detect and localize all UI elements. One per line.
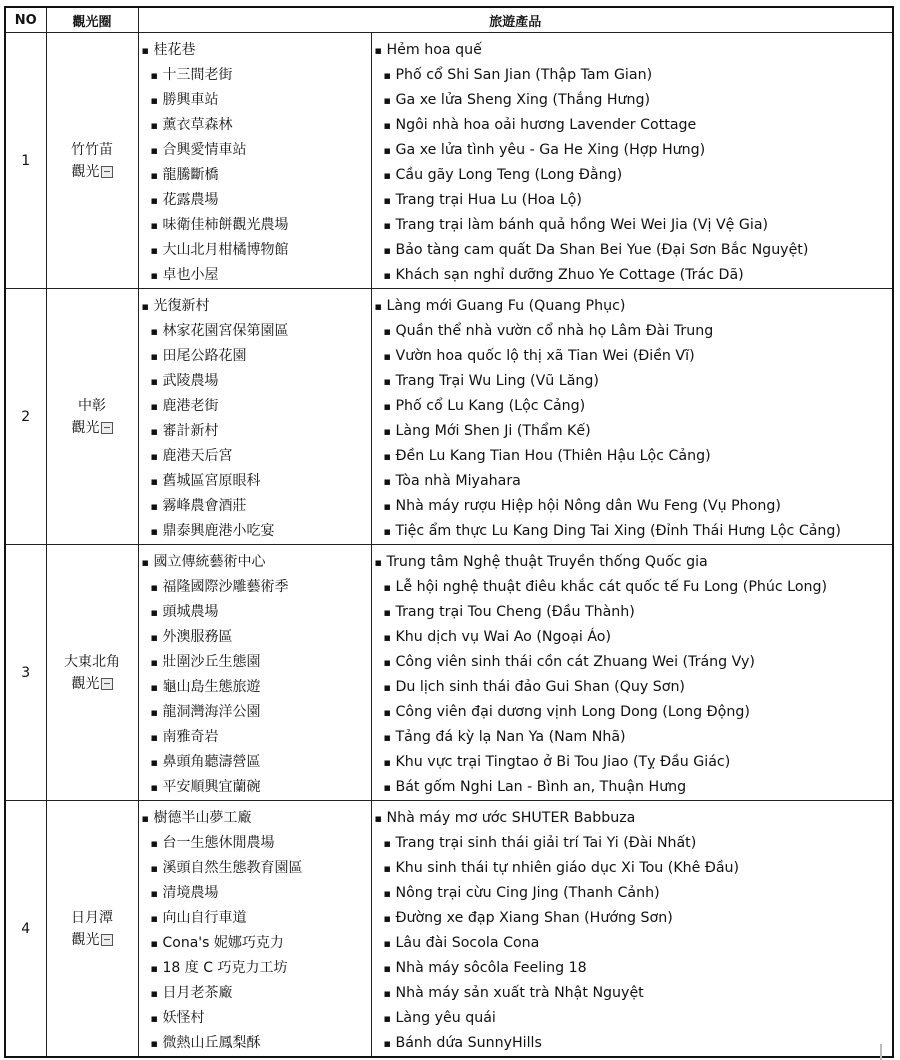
bullet-icon: ▪ (374, 44, 382, 57)
attractions-cell (138, 289, 371, 545)
attraction-item-text: 大山北月柑橘博物館 (162, 242, 289, 258)
product-item-text: Khách sạn nghỉ dưỡng Zhuo Ye Cottage (Trác Dã) (395, 267, 744, 283)
bullet-icon: ▪ (383, 962, 391, 975)
bullet-icon: ▪ (383, 656, 391, 669)
bullet-icon: ▪ (150, 169, 158, 182)
attraction-item (139, 213, 371, 238)
attraction-item (139, 981, 371, 1006)
attraction-item (139, 113, 371, 138)
product-item-text: Tảng đá kỳ lạ Nan Ya (Nam Nhã) (395, 729, 626, 745)
bullet-icon: ▪ (374, 300, 382, 313)
product-item-text: Du lịch sinh thái đảo Gui Shan (Quy Sơn) (395, 679, 685, 695)
bullet-icon: ▪ (383, 450, 391, 463)
attraction-item-text: 光復新村 (153, 298, 210, 314)
attraction-item-text: 龍騰斷橋 (162, 167, 219, 183)
product-item (372, 519, 893, 544)
attractions-cell-list (139, 801, 371, 1056)
product-item (372, 575, 893, 600)
product-item-text: Phố cổ Lu Kang (Lộc Cảng) (395, 398, 586, 414)
product-item (372, 263, 893, 288)
attraction-item-text: 勝興車站 (162, 92, 219, 108)
product-item-text: Ngôi nhà hoa oải hương Lavender Cottage (395, 117, 697, 133)
attraction-item (139, 138, 371, 163)
bullet-icon: ▪ (150, 862, 158, 875)
header-products: 旅遊產品 (138, 7, 893, 33)
area-suffix: 觀光 (71, 163, 100, 180)
product-item (372, 650, 893, 675)
bullet-icon: ▪ (150, 325, 158, 338)
attraction-item-text: 霧峰農會酒莊 (162, 498, 247, 514)
product-item (372, 238, 893, 263)
product-item-text: Trang trại sinh thái giải trí Tai Yi (Đài Nhất) (395, 835, 697, 851)
bullet-icon: ▪ (383, 887, 391, 900)
bullet-icon: ▪ (150, 244, 158, 257)
area-suffix-line (47, 417, 138, 439)
attraction-item-text: 外澳服務區 (162, 629, 233, 645)
attraction-item-text: 武陵農場 (162, 373, 219, 389)
bullet-icon: ▪ (383, 119, 391, 132)
product-item-text: Nhà máy sản xuất trà Nhật Nguyệt (395, 985, 644, 1001)
product-item-text: Làng mới Guang Fu (Quang Phục) (386, 298, 626, 314)
attraction-item-text: 清境農場 (162, 885, 219, 901)
product-item-text: Phố cổ Shi San Jian (Thập Tam Gian) (395, 67, 653, 83)
bullet-icon: ▪ (383, 706, 391, 719)
bullet-icon: ▪ (150, 425, 158, 438)
product-item (372, 419, 893, 444)
attraction-item-text: 鹿港老街 (162, 398, 219, 414)
table-body (5, 33, 893, 1058)
attraction-item-text: 龍洞灣海洋公園 (162, 704, 261, 720)
bullet-icon: ▪ (383, 731, 391, 744)
attraction-item (139, 263, 371, 288)
table-row (5, 33, 893, 289)
bullet-icon: ▪ (150, 400, 158, 413)
product-item (372, 856, 893, 881)
attraction-item-text: 田尾公路花園 (162, 348, 247, 364)
bullet-icon: ▪ (383, 987, 391, 1000)
header-area: 觀光圈 (46, 7, 138, 33)
scroll-edge-mark (880, 1044, 882, 1060)
tourism-area-cell (46, 545, 138, 801)
attraction-item-text: 樹德半山夢工廠 (153, 810, 252, 826)
product-item (372, 444, 893, 469)
product-item-text: Công viên sinh thái cồn cát Zhuang Wei (Tráng Vy) (395, 654, 755, 670)
area-name: 日月潭 (71, 909, 113, 926)
area-suffix-line (47, 673, 138, 695)
bullet-icon: ▪ (383, 937, 391, 950)
attraction-item (139, 369, 371, 394)
product-item (372, 394, 893, 419)
attraction-item (139, 575, 371, 600)
product-item (372, 319, 893, 344)
attraction-item-text: 平安順興宜蘭碗 (162, 779, 261, 795)
attraction-item-text: 十三間老街 (162, 67, 233, 83)
bullet-icon: ▪ (150, 656, 158, 669)
bullet-icon: ▪ (150, 731, 158, 744)
attraction-item (139, 931, 371, 956)
bullet-icon: ▪ (383, 1037, 391, 1050)
bullet-icon: ▪ (383, 144, 391, 157)
product-item-text: Hẻm hoa quế (386, 42, 482, 58)
attraction-item (139, 88, 371, 113)
attraction-item (139, 906, 371, 931)
bullet-icon: ▪ (150, 144, 158, 157)
product-item-text: Tiệc ẩm thực Lu Kang Ding Tai Xing (Đỉnh Thái Hưng Lộc Cảng) (395, 523, 841, 539)
product-item (372, 600, 893, 625)
attraction-item (139, 1031, 371, 1056)
bullet-icon: ▪ (383, 400, 391, 413)
bullet-icon: ▪ (383, 681, 391, 694)
bullet-icon: ▪ (374, 812, 382, 825)
product-item (372, 188, 893, 213)
bullet-icon: ▪ (150, 119, 158, 132)
attraction-item-text: 溪頭自然生態教育園區 (162, 860, 303, 876)
product-item (372, 88, 893, 113)
products-cell-list (372, 289, 893, 544)
missing-glyph-icon (101, 934, 113, 946)
bullet-icon: ▪ (150, 194, 158, 207)
bullet-icon: ▪ (383, 350, 391, 363)
bullet-icon: ▪ (150, 500, 158, 513)
product-item-text: Bảo tàng cam quất Da Shan Bei Yue (Đại Sơn Bắc Nguyệt) (395, 242, 809, 258)
product-item-text: Quần thể nhà vườn cổ nhà họ Lâm Đài Trung (395, 323, 714, 339)
product-item-text: Lâu đài Socola Cona (395, 935, 540, 951)
product-item (372, 956, 893, 981)
attraction-item-text: 卓也小屋 (162, 267, 219, 283)
bullet-icon: ▪ (150, 962, 158, 975)
attraction-item (139, 956, 371, 981)
product-item (372, 931, 893, 956)
product-item-text: Khu dịch vụ Wai Ao (Ngoại Áo) (395, 629, 612, 645)
attraction-item-text: Cona's 妮娜巧克力 (162, 935, 284, 951)
tourism-area-cell (46, 801, 138, 1058)
bullet-icon: ▪ (383, 194, 391, 207)
product-item (372, 806, 893, 831)
attraction-item-text: 18 度 C 巧克力工坊 (162, 960, 288, 976)
attraction-item-text: 龜山島生態旅遊 (162, 679, 261, 695)
product-item (372, 981, 893, 1006)
product-item-text: Trang trại Hua Lu (Hoa Lộ) (395, 192, 582, 208)
bullet-icon: ▪ (150, 581, 158, 594)
attraction-item (139, 550, 371, 575)
product-item-text: Khu vực trại Tingtao ở Bi Tou Jiao (Tỵ Đầu Giác) (395, 754, 731, 770)
table-row (5, 289, 893, 545)
area-suffix-line (47, 929, 138, 951)
attraction-item (139, 675, 371, 700)
bullet-icon: ▪ (383, 756, 391, 769)
attraction-item (139, 775, 371, 800)
product-item (372, 906, 893, 931)
attractions-cell-list (139, 289, 371, 544)
attractions-cell (138, 545, 371, 801)
products-cell (371, 801, 893, 1058)
attraction-item-text: 審計新村 (162, 423, 219, 439)
bullet-icon: ▪ (383, 425, 391, 438)
bullet-icon: ▪ (150, 525, 158, 538)
product-item (372, 831, 893, 856)
attraction-item (139, 519, 371, 544)
product-item (372, 38, 893, 63)
attraction-item-text: 頭城農場 (162, 604, 219, 620)
bullet-icon: ▪ (150, 912, 158, 925)
attraction-item (139, 806, 371, 831)
area-suffix: 觀光 (71, 675, 100, 692)
attraction-item-text: 福隆國際沙雕藝術季 (162, 579, 289, 595)
product-item-text: Công viên đại dương vịnh Long Dong (Long Động) (395, 704, 750, 720)
bullet-icon: ▪ (383, 325, 391, 338)
attraction-item-text: 妖怪村 (162, 1010, 205, 1026)
area-suffix: 觀光 (71, 419, 100, 436)
row-number: 3 (5, 545, 46, 801)
product-item (372, 294, 893, 319)
header-row (5, 7, 893, 33)
product-item-text: Nhà máy rượu Hiệp hội Nông dân Wu Feng (Vụ Phong) (395, 498, 781, 514)
bullet-icon: ▪ (383, 500, 391, 513)
bullet-icon: ▪ (150, 606, 158, 619)
bullet-icon: ▪ (150, 781, 158, 794)
bullet-icon: ▪ (383, 631, 391, 644)
attraction-item-text: 林家花園宮保第園區 (162, 323, 289, 339)
products-cell-list (372, 33, 893, 288)
product-item (372, 138, 893, 163)
attraction-item (139, 444, 371, 469)
bullet-icon: ▪ (383, 862, 391, 875)
product-item-text: Trung tâm Nghệ thuật Truyền thống Quốc gia (386, 554, 708, 570)
products-cell-list (372, 545, 893, 800)
product-item-text: Trang trại làm bánh quả hồng Wei Wei Jia (Vị Vệ Gia) (395, 217, 769, 233)
attraction-item (139, 419, 371, 444)
bullet-icon: ▪ (383, 269, 391, 282)
attraction-item-text: 鹿港天后宮 (162, 448, 233, 464)
product-item (372, 494, 893, 519)
product-item (372, 344, 893, 369)
product-item (372, 63, 893, 88)
product-item-text: Lễ hội nghệ thuật điêu khắc cát quốc tế Fu Long (Phúc Long) (395, 579, 828, 595)
product-item (372, 550, 893, 575)
area-name: 中彰 (78, 397, 106, 414)
product-item (372, 700, 893, 725)
product-item (372, 213, 893, 238)
bullet-icon: ▪ (383, 244, 391, 257)
product-item-text: Vườn hoa quốc lộ thị xã Tian Wei (Điền Vĩ) (395, 348, 695, 364)
attraction-item (139, 163, 371, 188)
product-item-text: Nhà máy sôcôla Feeling 18 (395, 960, 587, 976)
product-item (372, 113, 893, 138)
attraction-item (139, 856, 371, 881)
attraction-item (139, 881, 371, 906)
product-item-text: Ga xe lửa Sheng Xing (Thắng Hưng) (395, 92, 651, 108)
product-item-text: Trang trại Tou Cheng (Đầu Thành) (395, 604, 635, 620)
missing-glyph-icon (101, 678, 113, 690)
product-item (372, 163, 893, 188)
attraction-item-text: 壯圍沙丘生態園 (162, 654, 261, 670)
attraction-item-text: 國立傳統藝術中心 (153, 554, 266, 570)
product-item (372, 1006, 893, 1031)
bullet-icon: ▪ (383, 606, 391, 619)
table-row (5, 545, 893, 801)
attraction-item (139, 38, 371, 63)
bullet-icon: ▪ (150, 350, 158, 363)
product-item (372, 675, 893, 700)
bullet-icon: ▪ (141, 812, 149, 825)
products-cell-list (372, 801, 893, 1056)
product-item-text: Khu sinh thái tự nhiên giáo dục Xi Tou (Khê Đầu) (395, 860, 740, 876)
product-item-text: Nhà máy mơ ước SHUTER Babbuza (386, 810, 636, 826)
products-cell (371, 545, 893, 801)
attraction-item (139, 831, 371, 856)
bullet-icon: ▪ (141, 44, 149, 57)
attraction-item (139, 750, 371, 775)
bullet-icon: ▪ (150, 269, 158, 282)
bullet-icon: ▪ (150, 94, 158, 107)
bullet-icon: ▪ (150, 1012, 158, 1025)
bullet-icon: ▪ (383, 375, 391, 388)
attractions-cell-list (139, 33, 371, 288)
product-item-text: Tòa nhà Miyahara (395, 473, 521, 489)
bullet-icon: ▪ (383, 169, 391, 182)
bullet-icon: ▪ (150, 837, 158, 850)
attraction-item-text: 微熱山丘鳳梨酥 (162, 1035, 261, 1051)
missing-glyph-icon (101, 166, 113, 178)
bullet-icon: ▪ (383, 781, 391, 794)
attraction-item (139, 625, 371, 650)
attraction-item (139, 63, 371, 88)
product-item-text: Cầu gãy Long Teng (Long Đằng) (395, 167, 623, 183)
bullet-icon: ▪ (383, 219, 391, 232)
bullet-icon: ▪ (150, 887, 158, 900)
attraction-item-text: 日月老茶廠 (162, 985, 233, 1001)
product-item-text: Làng Mới Shen Ji (Thẩm Kế) (395, 423, 591, 439)
area-suffix: 觀光 (71, 931, 100, 948)
attraction-item-text: 鼻頭角聽濤營區 (162, 754, 261, 770)
attraction-item (139, 650, 371, 675)
attraction-item-text: 舊城區宮原眼科 (162, 473, 261, 489)
product-item (372, 469, 893, 494)
product-item-text: Làng yêu quái (395, 1010, 496, 1026)
bullet-icon: ▪ (150, 937, 158, 950)
bullet-icon: ▪ (383, 69, 391, 82)
bullet-icon: ▪ (374, 556, 382, 569)
attraction-item-text: 桂花巷 (153, 42, 196, 58)
product-item (372, 1031, 893, 1056)
table-row (5, 801, 893, 1058)
attraction-item (139, 700, 371, 725)
bullet-icon: ▪ (150, 450, 158, 463)
bullet-icon: ▪ (150, 475, 158, 488)
area-suffix-line (47, 161, 138, 183)
product-item-text: Ga xe lửa tình yêu - Ga He Xing (Hợp Hưng) (395, 142, 706, 158)
bullet-icon: ▪ (150, 219, 158, 232)
row-number: 4 (5, 801, 46, 1058)
attraction-item-text: 鼎泰興鹿港小吃宴 (162, 523, 275, 539)
product-item-text: Nông trại cừu Cing Jing (Thanh Cảnh) (395, 885, 660, 901)
product-item-text: Trang Trại Wu Ling (Vũ Lăng) (395, 373, 599, 389)
product-item (372, 725, 893, 750)
attraction-item (139, 394, 371, 419)
bullet-icon: ▪ (383, 1012, 391, 1025)
attraction-item (139, 725, 371, 750)
bullet-icon: ▪ (150, 681, 158, 694)
products-cell (371, 33, 893, 289)
product-item-text: Đền Lu Kang Tian Hou (Thiên Hậu Lộc Cảng) (395, 448, 711, 464)
bullet-icon: ▪ (141, 556, 149, 569)
bullet-icon: ▪ (150, 69, 158, 82)
attraction-item (139, 188, 371, 213)
attractions-cell (138, 33, 371, 289)
header-no: NO (5, 7, 46, 33)
attraction-item (139, 1006, 371, 1031)
area-name: 竹竹苗 (71, 141, 113, 158)
bullet-icon: ▪ (150, 375, 158, 388)
bullet-icon: ▪ (383, 581, 391, 594)
bullet-icon: ▪ (383, 94, 391, 107)
area-name: 大東北角 (64, 653, 120, 670)
bullet-icon: ▪ (150, 756, 158, 769)
bullet-icon: ▪ (383, 912, 391, 925)
product-item-text: Đường xe đạp Xiang Shan (Hướng Sơn) (395, 910, 673, 926)
attraction-item-text: 向山自行車道 (162, 910, 247, 926)
row-number: 2 (5, 289, 46, 545)
product-item (372, 369, 893, 394)
attraction-item-text: 花露農場 (162, 192, 219, 208)
tourism-table (4, 6, 894, 1058)
product-item-text: Bánh dứa SunnyHills (395, 1035, 542, 1051)
bullet-icon: ▪ (383, 525, 391, 538)
attraction-item-text: 味衛佳柿餅觀光農場 (162, 217, 289, 233)
attractions-cell (138, 801, 371, 1058)
bullet-icon: ▪ (150, 706, 158, 719)
attraction-item (139, 294, 371, 319)
attraction-item-text: 合興愛情車站 (162, 142, 247, 158)
bullet-icon: ▪ (150, 631, 158, 644)
attraction-item (139, 600, 371, 625)
attraction-item-text: 薰衣草森林 (162, 117, 233, 133)
row-number: 1 (5, 33, 46, 289)
attraction-item (139, 469, 371, 494)
product-item (372, 625, 893, 650)
attraction-item (139, 344, 371, 369)
attraction-item-text: 台一生態休閒農場 (162, 835, 275, 851)
attraction-item (139, 494, 371, 519)
missing-glyph-icon (101, 422, 113, 434)
bullet-icon: ▪ (383, 475, 391, 488)
bullet-icon: ▪ (150, 987, 158, 1000)
product-item-text: Bát gốm Nghi Lan - Bình an, Thuận Hưng (395, 779, 687, 795)
tourism-area-cell (46, 289, 138, 545)
attraction-item (139, 238, 371, 263)
tourism-area-cell (46, 33, 138, 289)
attractions-cell-list (139, 545, 371, 800)
products-cell (371, 289, 893, 545)
product-item (372, 881, 893, 906)
product-item (372, 750, 893, 775)
bullet-icon: ▪ (150, 1037, 158, 1050)
attraction-item (139, 319, 371, 344)
product-item (372, 775, 893, 800)
attraction-item-text: 南雅奇岩 (162, 729, 219, 745)
bullet-icon: ▪ (383, 837, 391, 850)
bullet-icon: ▪ (141, 300, 149, 313)
